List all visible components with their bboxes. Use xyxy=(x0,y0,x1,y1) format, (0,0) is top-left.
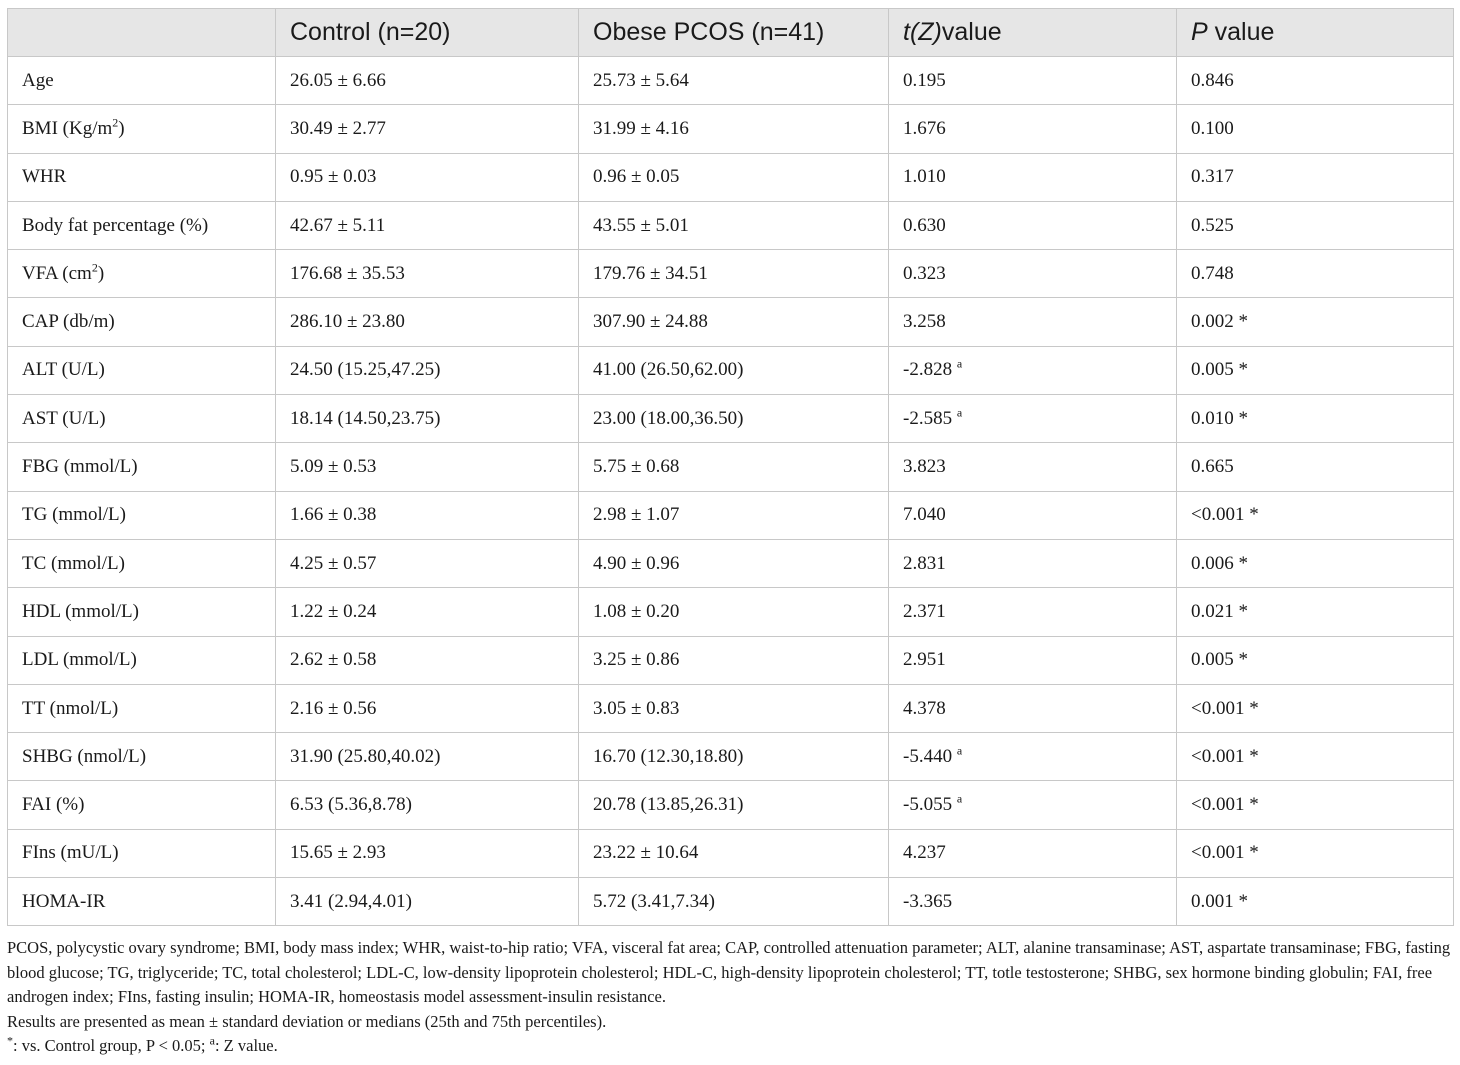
cell-obese-pcos: 41.00 (26.50,62.00) xyxy=(579,346,889,394)
variable-label: BMI (Kg/m xyxy=(22,117,113,139)
footnote-z-mark: a xyxy=(209,1033,215,1048)
cell-p-value: 0.846 xyxy=(1177,57,1454,105)
cell-control: 5.09 ± 0.53 xyxy=(276,443,579,491)
cell-p-value: 0.748 xyxy=(1177,250,1454,298)
variable-label: Age xyxy=(22,69,54,91)
header-t-italic: t(Z) xyxy=(903,18,942,46)
cell-obese-pcos: 1.08 ± 0.20 xyxy=(579,588,889,636)
cell-t-value xyxy=(889,733,1177,781)
t-value-text: 0.195 xyxy=(903,69,946,91)
cell-variable xyxy=(8,201,276,249)
footnote-z-text: : Z value. xyxy=(214,1036,278,1055)
header-obese-pcos: Obese PCOS (n=41) xyxy=(579,9,889,57)
variable-label: HOMA-IR xyxy=(22,890,106,912)
t-value-text: 0.323 xyxy=(903,262,946,284)
cell-obese-pcos: 43.55 ± 5.01 xyxy=(579,201,889,249)
variable-label: AST (U/L) xyxy=(22,407,106,429)
cell-p-value: 0.002 * xyxy=(1177,298,1454,346)
t-value-text: 1.010 xyxy=(903,166,946,188)
cell-control: 6.53 (5.36,8.78) xyxy=(276,781,579,829)
cell-variable xyxy=(8,588,276,636)
cell-control: 18.14 (14.50,23.75) xyxy=(276,395,579,443)
table-row xyxy=(8,443,1454,491)
variable-label: TT (nmol/L) xyxy=(22,697,119,719)
table-row xyxy=(8,57,1454,105)
t-value-text: 1.676 xyxy=(903,117,946,139)
variable-label: TC (mmol/L) xyxy=(22,552,125,574)
cell-variable xyxy=(8,733,276,781)
cell-control: 2.62 ± 0.58 xyxy=(276,636,579,684)
t-value-text: 3.823 xyxy=(903,456,946,478)
cell-variable xyxy=(8,539,276,587)
cell-t-value xyxy=(889,636,1177,684)
table-container xyxy=(7,8,1453,926)
footnote-sig-text: : vs. Control group, P < 0.05; xyxy=(13,1036,210,1055)
variable-label: TG (mmol/L) xyxy=(22,504,126,526)
cell-t-value xyxy=(889,684,1177,732)
cell-p-value: <0.001 * xyxy=(1177,491,1454,539)
header-t-value xyxy=(889,9,1177,57)
variable-label: FAI (%) xyxy=(22,794,85,816)
table-row xyxy=(8,201,1454,249)
cell-control: 176.68 ± 35.53 xyxy=(276,250,579,298)
cell-variable xyxy=(8,57,276,105)
variable-label: ALT (U/L) xyxy=(22,359,105,381)
cell-p-value: 0.010 * xyxy=(1177,395,1454,443)
table-row xyxy=(8,878,1454,926)
table-row xyxy=(8,346,1454,394)
cell-t-value xyxy=(889,491,1177,539)
cell-control: 31.90 (25.80,40.02) xyxy=(276,733,579,781)
z-marker: a xyxy=(956,357,963,372)
cell-t-value xyxy=(889,829,1177,877)
cell-obese-pcos: 5.75 ± 0.68 xyxy=(579,443,889,491)
table-row xyxy=(8,588,1454,636)
variable-label: HDL (mmol/L) xyxy=(22,600,139,622)
cell-control: 0.95 ± 0.03 xyxy=(276,153,579,201)
unit-close: ) xyxy=(97,262,105,284)
cell-variable xyxy=(8,878,276,926)
footnote-abbreviations: PCOS, polycystic ovary syndrome; BMI, body mass index; WHR, waist-to-hip ratio; VFA, visceral fat area; CAP, controlled attenuation parameter; ALT, alanine transaminase; AST, aspartate transaminase; FBG, fasting blood glucose; TG, triglyceride; TC, total cholesterol; LDL-C, low-density lipoprotein cholesterol; HDL-C, high-density lipoprotein cholesterol; TT, totle testosterone; SHBG, sex hormone binding globulin; FAI, free androgen index; FIns, fasting insulin; HOMA-IR, homeostasis model assessment-insulin resistance. xyxy=(7,938,1451,1006)
variable-label: Body fat percentage (%) xyxy=(22,214,209,236)
t-value-text: -2.585 xyxy=(903,407,953,429)
cell-p-value: 0.021 * xyxy=(1177,588,1454,636)
t-value-text: 4.378 xyxy=(903,697,946,719)
cell-variable xyxy=(8,684,276,732)
header-control: Control (n=20) xyxy=(276,9,579,57)
cell-t-value xyxy=(889,201,1177,249)
cell-obese-pcos: 4.90 ± 0.96 xyxy=(579,539,889,587)
cell-obese-pcos: 16.70 (12.30,18.80) xyxy=(579,733,889,781)
table-row xyxy=(8,491,1454,539)
variable-label: WHR xyxy=(22,166,67,188)
cell-obese-pcos: 25.73 ± 5.64 xyxy=(579,57,889,105)
header-row xyxy=(8,9,1454,57)
cell-t-value xyxy=(889,443,1177,491)
cell-variable xyxy=(8,491,276,539)
cell-variable xyxy=(8,443,276,491)
cell-obese-pcos: 23.00 (18.00,36.50) xyxy=(579,395,889,443)
cell-obese-pcos: 3.25 ± 0.86 xyxy=(579,636,889,684)
header-t-rest: value xyxy=(941,18,1002,46)
cell-obese-pcos: 307.90 ± 24.88 xyxy=(579,298,889,346)
results-table xyxy=(7,8,1454,926)
cell-t-value xyxy=(889,105,1177,153)
variable-label: FBG (mmol/L) xyxy=(22,456,138,478)
table-footnotes xyxy=(7,936,1453,1059)
table-row xyxy=(8,829,1454,877)
cell-variable xyxy=(8,346,276,394)
t-value-text: 2.371 xyxy=(903,600,946,622)
cell-p-value: 0.665 xyxy=(1177,443,1454,491)
cell-obese-pcos: 23.22 ± 10.64 xyxy=(579,829,889,877)
cell-variable xyxy=(8,105,276,153)
footnote-significance xyxy=(7,1034,1453,1059)
cell-variable xyxy=(8,829,276,877)
table-row xyxy=(8,539,1454,587)
cell-p-value: <0.001 * xyxy=(1177,829,1454,877)
header-p-value xyxy=(1177,9,1454,57)
header-variable xyxy=(8,9,276,57)
footnote-presentation: Results are presented as mean ± standard deviation or medians (25th and 75th percentiles). xyxy=(7,1011,607,1031)
cell-obese-pcos: 179.76 ± 34.51 xyxy=(579,250,889,298)
variable-label: LDL (mmol/L) xyxy=(22,649,137,671)
table-row xyxy=(8,250,1454,298)
table-row xyxy=(8,298,1454,346)
variable-label: VFA (cm xyxy=(22,262,92,284)
cell-variable xyxy=(8,298,276,346)
z-marker: a xyxy=(956,743,963,758)
cell-variable xyxy=(8,781,276,829)
table-row xyxy=(8,395,1454,443)
table-body xyxy=(8,57,1454,926)
t-value-text: 2.831 xyxy=(903,552,946,574)
cell-t-value xyxy=(889,250,1177,298)
cell-obese-pcos: 0.96 ± 0.05 xyxy=(579,153,889,201)
cell-variable xyxy=(8,250,276,298)
cell-control: 3.41 (2.94,4.01) xyxy=(276,878,579,926)
table-row xyxy=(8,781,1454,829)
cell-variable xyxy=(8,395,276,443)
cell-p-value: 0.317 xyxy=(1177,153,1454,201)
table-row xyxy=(8,733,1454,781)
cell-t-value xyxy=(889,57,1177,105)
cell-obese-pcos: 31.99 ± 4.16 xyxy=(579,105,889,153)
table-row xyxy=(8,684,1454,732)
unit-superscript: 2 xyxy=(91,260,98,275)
cell-p-value: <0.001 * xyxy=(1177,684,1454,732)
cell-t-value xyxy=(889,395,1177,443)
cell-variable xyxy=(8,636,276,684)
header-p-rest: value xyxy=(1207,18,1275,46)
cell-obese-pcos: 20.78 (13.85,26.31) xyxy=(579,781,889,829)
variable-label: SHBG (nmol/L) xyxy=(22,745,147,767)
t-value-text: -5.440 xyxy=(903,745,953,767)
cell-p-value: 0.100 xyxy=(1177,105,1454,153)
cell-control: 15.65 ± 2.93 xyxy=(276,829,579,877)
cell-obese-pcos: 3.05 ± 0.83 xyxy=(579,684,889,732)
t-value-text: 2.951 xyxy=(903,649,946,671)
cell-control: 4.25 ± 0.57 xyxy=(276,539,579,587)
cell-control: 2.16 ± 0.56 xyxy=(276,684,579,732)
t-value-text: 4.237 xyxy=(903,842,946,864)
cell-p-value: 0.006 * xyxy=(1177,539,1454,587)
cell-p-value: <0.001 * xyxy=(1177,733,1454,781)
cell-t-value xyxy=(889,588,1177,636)
cell-p-value: 0.525 xyxy=(1177,201,1454,249)
z-marker: a xyxy=(956,405,963,420)
variable-label: FIns (mU/L) xyxy=(22,842,119,864)
unit-superscript: 2 xyxy=(112,115,119,130)
t-value-text: -3.365 xyxy=(903,890,953,912)
cell-t-value xyxy=(889,153,1177,201)
t-value-text: 7.040 xyxy=(903,504,946,526)
t-value-text: 0.630 xyxy=(903,214,946,236)
cell-t-value xyxy=(889,539,1177,587)
cell-p-value: 0.001 * xyxy=(1177,878,1454,926)
cell-t-value xyxy=(889,298,1177,346)
cell-obese-pcos: 2.98 ± 1.07 xyxy=(579,491,889,539)
cell-p-value: 0.005 * xyxy=(1177,636,1454,684)
cell-control: 1.66 ± 0.38 xyxy=(276,491,579,539)
table-row xyxy=(8,105,1454,153)
t-value-text: -5.055 xyxy=(903,794,953,816)
t-value-text: -2.828 xyxy=(903,359,953,381)
cell-control: 42.67 ± 5.11 xyxy=(276,201,579,249)
cell-p-value: <0.001 * xyxy=(1177,781,1454,829)
footnote-sig-mark: * xyxy=(7,1033,13,1048)
cell-t-value xyxy=(889,878,1177,926)
cell-variable xyxy=(8,153,276,201)
z-marker: a xyxy=(956,791,963,806)
cell-obese-pcos: 5.72 (3.41,7.34) xyxy=(579,878,889,926)
table-row xyxy=(8,636,1454,684)
unit-close: ) xyxy=(118,117,125,139)
cell-control: 24.50 (15.25,47.25) xyxy=(276,346,579,394)
cell-control: 1.22 ± 0.24 xyxy=(276,588,579,636)
table-row xyxy=(8,153,1454,201)
cell-t-value xyxy=(889,346,1177,394)
cell-t-value xyxy=(889,781,1177,829)
cell-control: 286.10 ± 23.80 xyxy=(276,298,579,346)
cell-control: 30.49 ± 2.77 xyxy=(276,105,579,153)
variable-label: CAP (db/m) xyxy=(22,311,115,333)
cell-control: 26.05 ± 6.66 xyxy=(276,57,579,105)
t-value-text: 3.258 xyxy=(903,311,946,333)
header-p-italic: P xyxy=(1191,18,1208,46)
cell-p-value: 0.005 * xyxy=(1177,346,1454,394)
